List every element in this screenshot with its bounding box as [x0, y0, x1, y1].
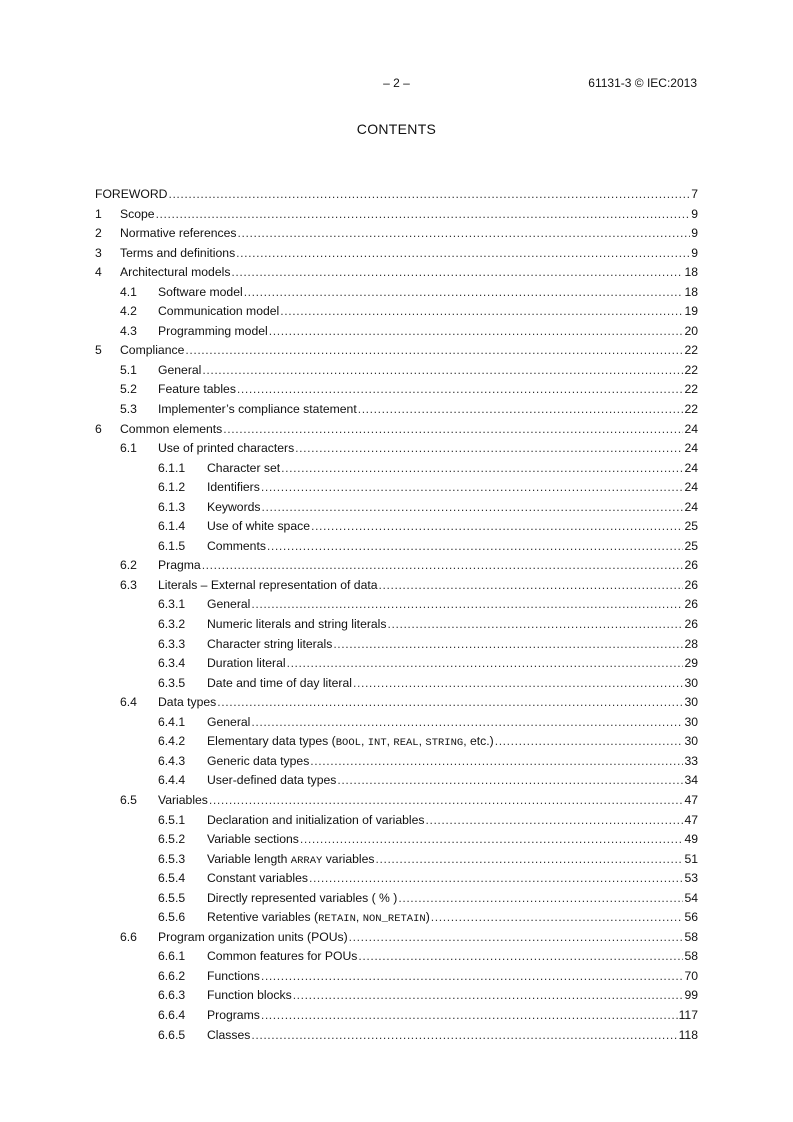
toc-entry-title: Comments: [207, 538, 266, 553]
toc-entry-number: 6.3.4: [158, 656, 186, 671]
toc-entry[interactable]: [95, 889, 698, 909]
dot-leader: [388, 615, 684, 635]
toc-title-text: Elementary data types (: [207, 734, 336, 749]
dot-leader: [236, 244, 690, 264]
dot-leader: [244, 283, 684, 303]
toc-entry[interactable]: [95, 244, 698, 264]
toc-entry-title: Use of printed characters: [158, 441, 295, 456]
toc-entry[interactable]: [95, 420, 698, 440]
toc-entry[interactable]: [95, 908, 698, 928]
toc-entry-title: Software model: [158, 284, 243, 299]
toc-entry[interactable]: [95, 1026, 698, 1046]
toc-entry-number: 6.6.1: [158, 949, 186, 964]
toc-entry[interactable]: [95, 224, 698, 244]
toc-entry-title: Numeric literals and string literals: [207, 617, 387, 632]
toc-entry-page: 22: [684, 382, 698, 397]
toc-entry-number: 6.1.2: [158, 480, 186, 495]
toc-entry-number: 2: [95, 226, 102, 241]
dot-leader: [375, 850, 683, 870]
toc-entry-page: 22: [684, 362, 698, 377]
toc-entry[interactable]: [95, 967, 698, 987]
toc-entry-number: 5.2: [120, 382, 137, 397]
toc-entry-number: 6.5.2: [158, 832, 186, 847]
toc-entry-page: 25: [684, 519, 698, 534]
document-reference: 61131-3 © IEC:2013: [588, 76, 697, 90]
dot-leader: [379, 576, 684, 596]
toc-entry-title: Pragma: [158, 558, 201, 573]
toc-entry-title: Normative references: [120, 226, 237, 241]
toc-entry-page: 56: [684, 910, 698, 925]
dot-leader: [295, 439, 683, 459]
code-keyword: BOOL: [335, 737, 361, 750]
toc-entry-title: Date and time of day literal: [207, 675, 352, 690]
toc-title-text: ,: [355, 910, 363, 925]
toc-entry-title: Directly represented variables ( % ): [207, 890, 398, 905]
toc-entry-page: 30: [684, 734, 698, 749]
toc-entry-title: General: [207, 597, 251, 612]
toc-entry-number: 4.2: [120, 304, 137, 319]
toc-title-text: Variable length: [207, 851, 291, 866]
toc-entry[interactable]: [95, 635, 698, 655]
toc-entry-title: General: [158, 362, 202, 377]
toc-entry-number: 6: [95, 421, 102, 436]
toc-entry[interactable]: [95, 811, 698, 831]
dot-leader: [495, 732, 684, 752]
toc-entry[interactable]: [95, 322, 698, 342]
dot-leader: [238, 224, 691, 244]
toc-entry-title: Variables: [158, 792, 208, 807]
dot-leader: [269, 322, 684, 342]
toc-entry-title: FOREWORD: [95, 187, 168, 201]
toc-entry-title: Variable sections: [207, 832, 299, 847]
toc-entry-page: 22: [684, 402, 698, 417]
toc-entry[interactable]: [95, 693, 698, 713]
dot-leader: [156, 205, 691, 225]
toc-entry[interactable]: [95, 752, 698, 772]
dot-leader: [310, 752, 683, 772]
toc-entry-title: User-defined data types: [207, 773, 337, 788]
toc-entry-title: Architectural models: [120, 265, 231, 280]
toc-entry-page: 9: [691, 226, 698, 241]
toc-entry-page: 24: [684, 480, 698, 495]
toc-entry-title: Classes: [207, 1027, 251, 1042]
toc-entry-title: Programs: [207, 1007, 260, 1022]
dot-leader: [281, 459, 683, 479]
dot-leader: [261, 478, 684, 498]
toc-title-text: variables: [322, 851, 375, 866]
toc-entry-number: 6.3.2: [158, 617, 186, 632]
toc-entry-page: 30: [684, 714, 698, 729]
toc-entry-number: 4.1: [120, 284, 137, 299]
toc-entry[interactable]: [95, 947, 698, 967]
toc-entry-title: Declaration and initialization of variables: [207, 812, 425, 827]
toc-entry-page: 26: [684, 558, 698, 573]
dot-leader: [185, 341, 683, 361]
toc-entry-title: Feature tables: [158, 382, 236, 397]
toc-entry-page: 20: [684, 323, 698, 338]
toc-entry-title: [207, 908, 430, 930]
toc-entry[interactable]: [95, 341, 698, 361]
toc-entry-number: 6.5.1: [158, 812, 186, 827]
dot-leader: [431, 908, 684, 928]
toc-entry-page: 24: [684, 499, 698, 514]
toc-entry[interactable]: [95, 517, 698, 537]
dot-leader: [251, 713, 683, 733]
toc-entry[interactable]: [95, 791, 698, 811]
toc-entry-page: 99: [684, 988, 698, 1003]
toc-entry-number: 6.5.6: [158, 910, 186, 925]
toc-entry[interactable]: [95, 713, 698, 733]
code-keyword: INT: [367, 737, 387, 750]
dot-leader: [309, 869, 683, 889]
dot-leader: [209, 791, 684, 811]
toc-entry[interactable]: [95, 869, 698, 889]
toc-entry-page: 24: [684, 460, 698, 475]
toc-entry[interactable]: [95, 498, 698, 518]
toc-entry-number: 6.1.4: [158, 519, 186, 534]
code-keyword: REAL: [393, 737, 419, 750]
toc-entry[interactable]: [95, 185, 698, 205]
toc-entry-page: 9: [691, 206, 698, 221]
table-of-contents: [95, 185, 698, 1045]
dot-leader: [425, 811, 683, 831]
toc-entry-title: Identifiers: [207, 480, 260, 495]
toc-entry[interactable]: [95, 576, 698, 596]
toc-entry-title: Generic data types: [207, 753, 310, 768]
toc-entry-number: 5.1: [120, 362, 137, 377]
dot-leader: [217, 693, 683, 713]
toc-title-text: Retentive variables (: [207, 910, 319, 925]
toc-entry-page: 53: [684, 871, 698, 886]
toc-entry[interactable]: [95, 850, 698, 870]
toc-entry-number: 6.5: [120, 792, 137, 807]
toc-entry-title: [207, 850, 374, 872]
toc-entry-page: 26: [684, 597, 698, 612]
toc-entry[interactable]: [95, 478, 698, 498]
toc-entry-number: 6.3.5: [158, 675, 186, 690]
toc-entry-number: 6.4.3: [158, 753, 186, 768]
toc-entry[interactable]: [95, 615, 698, 635]
toc-entry-page: 9: [691, 245, 698, 260]
dot-leader: [337, 771, 683, 791]
toc-entry[interactable]: [95, 302, 698, 322]
code-keyword: STRING: [425, 737, 464, 750]
toc-entry-page: 25: [684, 538, 698, 553]
dot-leader: [262, 498, 684, 518]
dot-leader: [168, 185, 690, 205]
toc-entry[interactable]: [95, 459, 698, 479]
toc-entry-page: 18: [684, 284, 698, 299]
toc-entry[interactable]: [95, 674, 698, 694]
toc-entry-title: Keywords: [207, 499, 261, 514]
toc-entry[interactable]: [95, 283, 698, 303]
toc-entry-page: 19: [684, 304, 698, 319]
toc-entry-title: Use of white space: [207, 519, 310, 534]
toc-title-text: ,: [386, 734, 394, 749]
toc-entry-title: Common features for POUs: [207, 949, 358, 964]
toc-entry[interactable]: [95, 654, 698, 674]
toc-entry-page: 28: [684, 636, 698, 651]
toc-entry-number: 6.5.3: [158, 851, 186, 866]
dot-leader: [202, 556, 684, 576]
toc-entry-number: 6.1.3: [158, 499, 186, 514]
toc-entry-page: 33: [684, 753, 698, 768]
toc-entry-number: 6.6.5: [158, 1027, 186, 1042]
page-header: [0, 76, 793, 92]
toc-entry[interactable]: [95, 830, 698, 850]
toc-entry-number: 6.4.4: [158, 773, 186, 788]
toc-entry-number: 6.2: [120, 558, 137, 573]
toc-entry-title: Compliance: [120, 343, 185, 358]
toc-entry-page: 29: [684, 656, 698, 671]
toc-entry[interactable]: [95, 400, 698, 420]
toc-entry-title: Literals – External representation of data: [158, 577, 378, 592]
toc-entry-page: 49: [684, 832, 698, 847]
toc-entry[interactable]: [95, 380, 698, 400]
toc-entry-title: Duration literal: [207, 656, 286, 671]
page-number-label: – 2 –: [383, 76, 410, 90]
dot-leader: [267, 537, 684, 557]
toc-entry-page: 26: [684, 617, 698, 632]
toc-entry[interactable]: [95, 732, 698, 752]
toc-entry-number: 6.4.1: [158, 714, 186, 729]
contents-title: CONTENTS: [356, 121, 437, 137]
toc-entry[interactable]: [95, 1006, 698, 1026]
dot-leader: [251, 1026, 677, 1046]
dot-leader: [287, 654, 684, 674]
toc-entry-number: 5: [95, 343, 102, 358]
dot-leader: [398, 889, 683, 909]
toc-entry-page: 34: [684, 773, 698, 788]
dot-leader: [231, 263, 683, 283]
toc-entry-number: 6.4: [120, 695, 137, 710]
toc-entry-title: Character string literals: [207, 636, 333, 651]
code-keyword: NON_RETAIN: [362, 913, 426, 926]
toc-entry-number: 3: [95, 245, 102, 260]
dot-leader: [280, 302, 683, 322]
toc-entry-number: 6.6.3: [158, 988, 186, 1003]
toc-title-text: ,: [418, 734, 426, 749]
toc-entry-page: 22: [684, 343, 698, 358]
dot-leader: [261, 1006, 678, 1026]
toc-entry-number: 6.1.1: [158, 460, 186, 475]
toc-entry[interactable]: [95, 361, 698, 381]
toc-entry-number: 6.4.2: [158, 734, 186, 749]
toc-entry-number: 4.3: [120, 323, 137, 338]
toc-entry-number: 6.3: [120, 577, 137, 592]
toc-entry-number: 6.5.4: [158, 871, 186, 886]
toc-entry-title: Character set: [207, 460, 281, 475]
toc-entry-number: 6.5.5: [158, 890, 186, 905]
toc-entry[interactable]: [95, 595, 698, 615]
toc-title-text: , etc.): [463, 734, 494, 749]
toc-entry-number: 5.3: [120, 402, 137, 417]
toc-entry-page: 30: [684, 675, 698, 690]
toc-entry-number: 1: [95, 206, 102, 221]
dot-leader: [223, 420, 683, 440]
toc-entry-title: Program organization units (POUs): [158, 929, 348, 944]
dot-leader: [300, 830, 684, 850]
toc-entry[interactable]: [95, 928, 698, 948]
dot-leader: [358, 400, 684, 420]
dot-leader: [293, 986, 684, 1006]
toc-entry-title: Function blocks: [207, 988, 292, 1003]
toc-entry-title: Terms and definitions: [120, 245, 236, 260]
toc-entry[interactable]: [95, 205, 698, 225]
toc-entry-page: 58: [684, 929, 698, 944]
toc-entry-page: 51: [684, 851, 698, 866]
toc-entry-title: Scope: [120, 206, 155, 221]
dot-leader: [349, 928, 684, 948]
toc-entry-number: 6.1: [120, 441, 137, 456]
dot-leader: [261, 967, 684, 987]
toc-entry[interactable]: [95, 263, 698, 283]
toc-entry-title: Constant variables: [207, 871, 308, 886]
toc-entry-page: 47: [684, 792, 698, 807]
toc-entry-title: General: [207, 714, 251, 729]
toc-entry-number: 6.6: [120, 929, 137, 944]
dot-leader: [237, 380, 684, 400]
dot-leader: [311, 517, 683, 537]
toc-entry-title: Implementer’s compliance statement: [158, 402, 357, 417]
toc-entry-page: 70: [684, 968, 698, 983]
toc-entry[interactable]: [95, 986, 698, 1006]
toc-entry-number: 6.6.2: [158, 968, 186, 983]
toc-entry-page: 24: [684, 421, 698, 436]
dot-leader: [333, 635, 683, 655]
toc-entry[interactable]: [95, 556, 698, 576]
dot-leader: [358, 947, 683, 967]
toc-entry-page: 58: [684, 949, 698, 964]
toc-entry-number: 6.3.1: [158, 597, 186, 612]
toc-entry-page: 18: [684, 265, 698, 280]
toc-entry-page: 26: [684, 577, 698, 592]
toc-entry[interactable]: [95, 439, 698, 459]
toc-entry-number: 6.3.3: [158, 636, 186, 651]
toc-entry-page: 54: [684, 890, 698, 905]
toc-entry-page: 118: [678, 1027, 698, 1042]
dot-leader: [251, 595, 683, 615]
toc-entry-page: 47: [684, 812, 698, 827]
toc-entry-page: 24: [684, 441, 698, 456]
toc-entry-title: Programming model: [158, 323, 268, 338]
toc-entry-number: 6.6.4: [158, 1007, 186, 1022]
toc-entry-title: Common elements: [120, 421, 223, 436]
toc-entry-page: 30: [684, 695, 698, 710]
toc-entry-page: 7: [691, 187, 698, 201]
toc-entry-title: Communication model: [158, 304, 280, 319]
toc-entry-page: 117: [678, 1007, 698, 1022]
toc-title-text: ,: [360, 734, 368, 749]
toc-entry-number: 6.1.5: [158, 538, 186, 553]
toc-entry-number: 4: [95, 265, 102, 280]
code-keyword: ARRAY: [290, 854, 323, 867]
dot-leader: [353, 674, 683, 694]
dot-leader: [202, 361, 683, 381]
toc-entry-title: [207, 732, 494, 754]
toc-entry[interactable]: [95, 537, 698, 557]
code-keyword: RETAIN: [318, 913, 356, 926]
toc-entry[interactable]: [95, 771, 698, 791]
toc-entry-title: Data types: [158, 695, 217, 710]
toc-title-text: ): [425, 910, 430, 925]
toc-entry-title: Functions: [207, 968, 260, 983]
